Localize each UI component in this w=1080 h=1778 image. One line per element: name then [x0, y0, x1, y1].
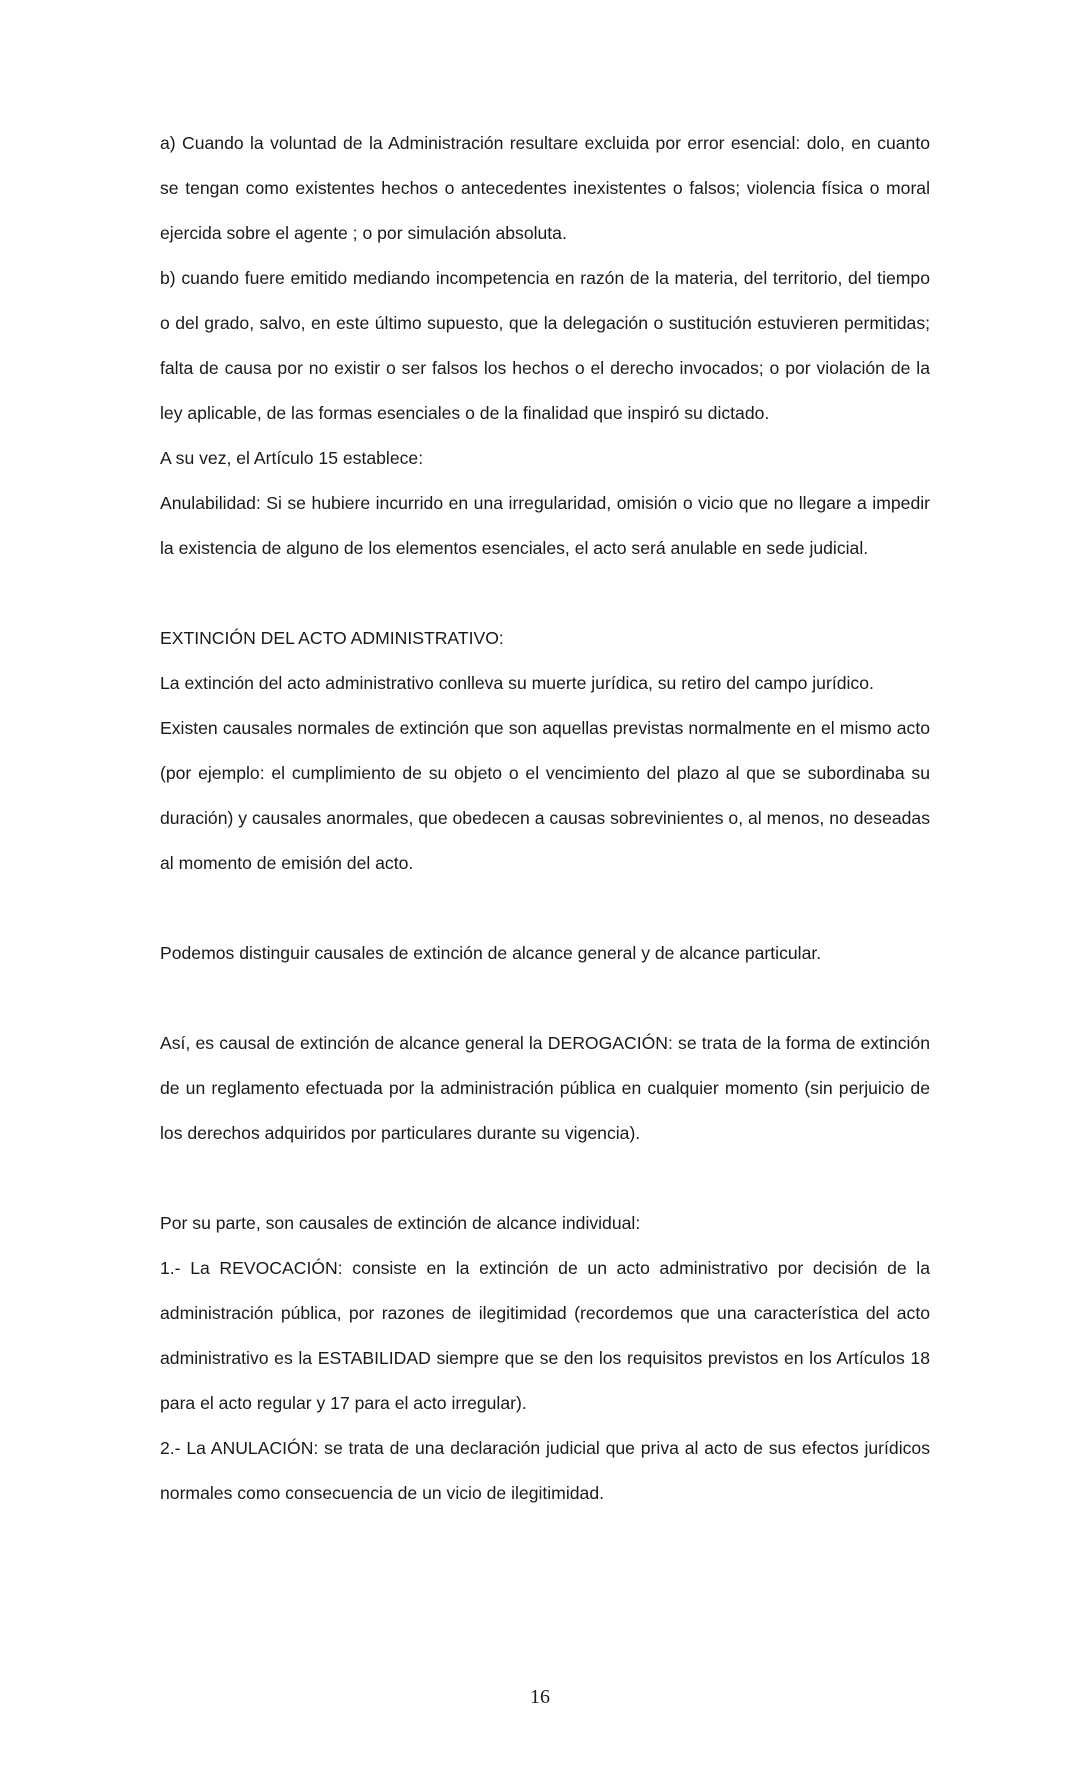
paragraph-causales-normales: Existen causales normales de extinción que son aquellas previstas normalmente en el mismo acto (por ejemplo: el cumplimiento de su objeto o el vencimiento del plazo al que se subordinaba su duración) y causales anormales, que obedecen a causas sobrevinientes o, al menos, no deseadas al momento de emisión del acto.: [160, 718, 930, 873]
paragraph-article-15-intro: A su vez, el Artículo 15 establece:: [160, 448, 424, 468]
paragraph-nullity-a: a) Cuando la voluntad de la Administración resultare excluida por error esencial: dolo, en cuanto se tengan como existentes hechos o antecedentes inexistentes o falsos; violencia física o moral ejercida sobre el agente ; o por simulación absoluta.: [160, 133, 930, 243]
document-body: [160, 121, 930, 1516]
paragraph-alcance-individual: Por su parte, son causales de extinción de alcance individual:: [160, 1213, 641, 1233]
paragraph-nullity-b: b) cuando fuere emitido mediando incompetencia en razón de la materia, del territorio, del tiempo o del grado, salvo, en este último supuesto, que la delegación o sustitución estuvieren permitidas; falta de causa por no existir o ser falsos los hechos o el derecho invocados; o por violación de la ley aplicable, de las formas esenciales o de la finalidad que inspiró su dictado.: [160, 268, 930, 423]
paragraph-derogacion: Así, es causal de extinción de alcance general la DEROGACIÓN: se trata de la forma de extinción de un reglamento efectuada por la administración pública en cualquier momento (sin perjuicio de los derechos adquiridos por particulares durante su vigencia).: [160, 1033, 930, 1143]
paragraph-spacer: [160, 1156, 930, 1201]
page-number: 16: [530, 1686, 550, 1708]
section-heading-extincion: EXTINCIÓN DEL ACTO ADMINISTRATIVO:: [160, 628, 504, 648]
paragraph-spacer: [160, 571, 930, 616]
paragraph-extincion-definition: La extinción del acto administrativo conlleva su muerte jurídica, su retiro del campo jurídico.: [160, 673, 874, 693]
paragraph-anulacion: 2.- La ANULACIÓN: se trata de una declaración judicial que priva al acto de sus efectos jurídicos normales como consecuencia de un vicio de ilegitimidad.: [160, 1438, 930, 1503]
paragraph-spacer: [160, 886, 930, 931]
paragraph-spacer: [160, 976, 930, 1021]
paragraph-revocacion: 1.- La REVOCACIÓN: consiste en la extinción de un acto administrativo por decisión de la administración pública, por razones de ilegitimidad (recordemos que una característica del acto administrativo es la ESTABILIDAD siempre que se den los requisitos previstos en los Artículos 18 para el acto regular y 17 para el acto irregular).: [160, 1258, 930, 1413]
paragraph-anulabilidad: Anulabilidad: Si se hubiere incurrido en una irregularidad, omisión o vicio que no llegare a impedir la existencia de alguno de los elementos esenciales, el acto será anulable en sede judicial.: [160, 493, 930, 558]
paragraph-distinguir-causales: Podemos distinguir causales de extinción de alcance general y de alcance particular.: [160, 943, 822, 963]
